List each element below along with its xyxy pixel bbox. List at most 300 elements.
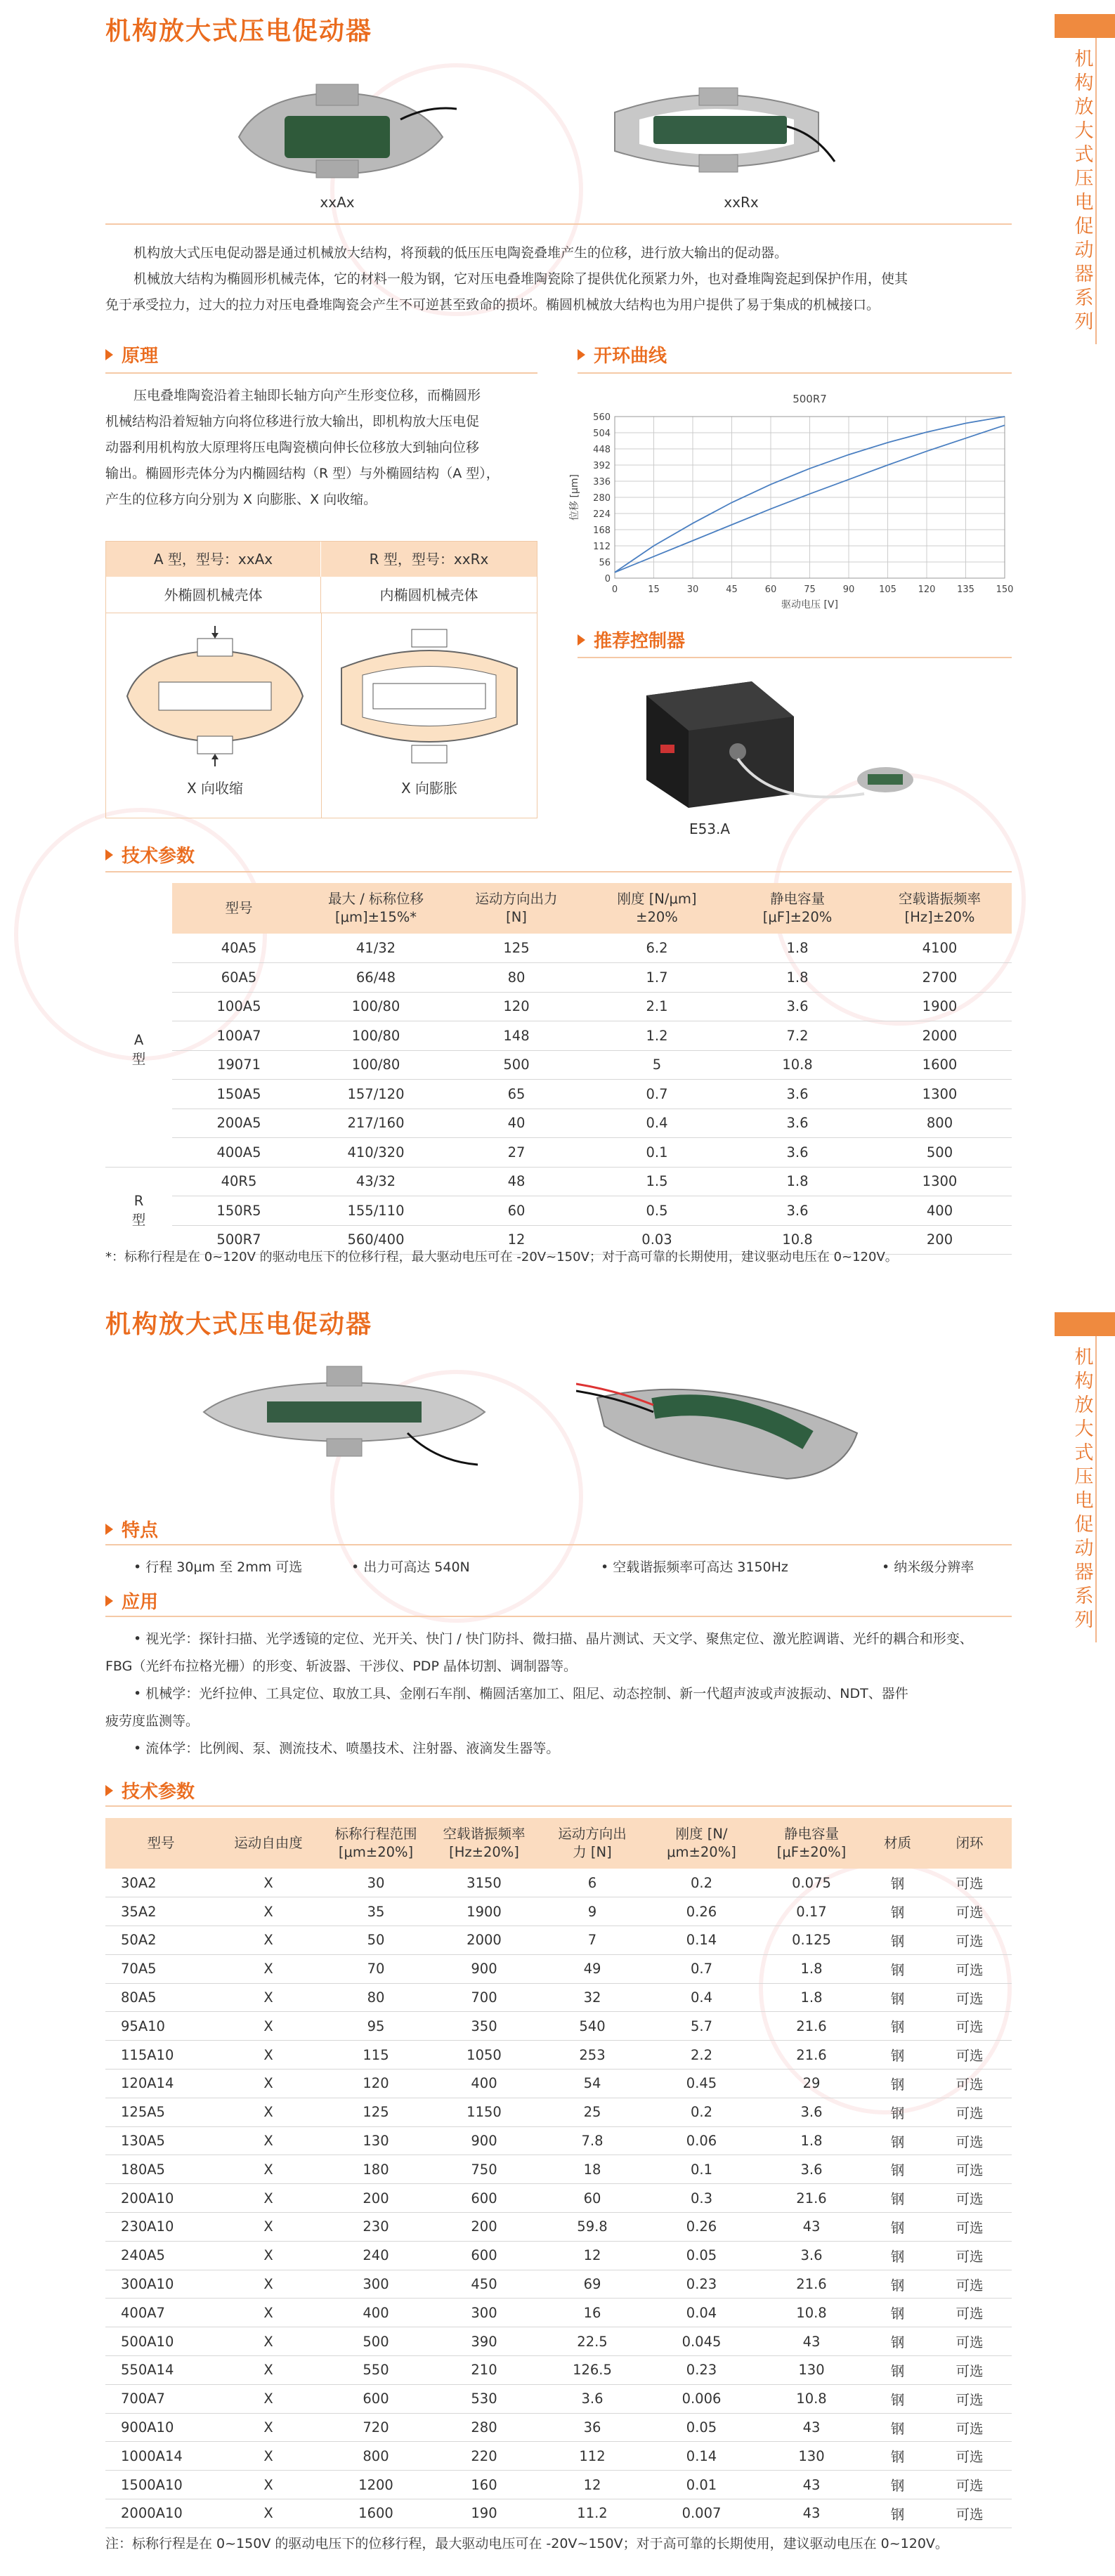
table-cell: X (216, 2041, 320, 2070)
chart-title: 500R7 (793, 393, 827, 405)
table-cell: 126.5 (537, 2356, 648, 2385)
table-row (105, 2270, 1012, 2299)
table-cell: 可选 (927, 2356, 1012, 2385)
table-cell: 0.045 (648, 2327, 755, 2356)
table-row (105, 963, 1012, 993)
principle-col-r-sub: 内椭圆机械壳体 (379, 587, 478, 603)
table-cell: 21.6 (755, 2184, 868, 2213)
table-cell: 900 (431, 1954, 537, 1983)
table-cell: 10.8 (727, 1225, 868, 1255)
table-cell: X (216, 2241, 320, 2270)
table-cell: 70A5 (105, 1954, 216, 1983)
table-cell: 钢 (868, 2041, 927, 2070)
table-cell: 0.26 (648, 1897, 755, 1926)
table-cell: 180A5 (105, 2155, 216, 2184)
table-cell: 钢 (868, 1869, 927, 1897)
table-cell: 43 (755, 2327, 868, 2356)
feature-item: • 纳米级分辨率 (882, 1560, 974, 1575)
table-cell: 0.4 (648, 1983, 755, 2012)
table-cell: X (216, 2384, 320, 2413)
table-row (105, 2126, 1012, 2155)
principle-sub-row (106, 577, 537, 613)
tech-heading-text: 技术参数 (122, 846, 195, 867)
table-cell: 可选 (927, 2012, 1012, 2041)
table-cell: 190 (431, 2499, 537, 2528)
table-cell: 240A5 (105, 2241, 216, 2270)
divider (105, 1805, 1012, 1807)
table-cell: 40R5 (172, 1167, 306, 1196)
table-cell: 可选 (927, 2471, 1012, 2499)
arrow-bullet-icon (105, 849, 113, 861)
table-row (105, 1138, 1012, 1168)
table-cell: 可选 (927, 2041, 1012, 2070)
principle-line: 机械结构沿着短轴方向将位移进行放大输出，即机构放大压电促 (105, 414, 480, 429)
table-cell: 钢 (868, 2098, 927, 2126)
product-image-a-type (197, 1363, 492, 1468)
side-tab-label: 机构放大式压电促动器系列 (1073, 1336, 1097, 1642)
table-cell: 可选 (927, 2098, 1012, 2126)
table-row (105, 2356, 1012, 2385)
table-row (105, 2098, 1012, 2126)
table-cell: 1.8 (755, 2126, 868, 2155)
header-cell: 运动自由度 (216, 1818, 320, 1869)
table-cell: X (216, 2413, 320, 2442)
table-cell: 280 (431, 2413, 537, 2442)
table-cell: 1.2 (587, 1021, 727, 1051)
feature-item: • 出力可高达 540N (351, 1560, 470, 1575)
divider (105, 372, 537, 374)
side-tab-label: 机构放大式压电促动器系列 (1073, 38, 1097, 344)
table-cell: 钢 (868, 2155, 927, 2184)
x-tick-label: 75 (804, 584, 816, 595)
table-cell: X (216, 2012, 320, 2041)
table-cell: 10.8 (727, 1050, 868, 1080)
diagram-r-type (334, 626, 524, 766)
table-row (105, 2012, 1012, 2041)
apps-line: • 流体学：比例阀、泵、测流技术、喷墨技术、注射器、液滴发生器等。 (133, 1741, 560, 1756)
table-cell: X (216, 2126, 320, 2155)
table-cell: 3.6 (727, 992, 868, 1021)
table-cell: 95A10 (105, 2012, 216, 2041)
table-row (105, 2155, 1012, 2184)
table-cell: 70 (320, 1954, 431, 1983)
table-cell: 43/32 (306, 1167, 446, 1196)
table-cell: 1.8 (755, 1983, 868, 2012)
table-cell: X (216, 2442, 320, 2471)
table-cell: 2000A10 (105, 2499, 216, 2528)
header-cell: 静电容量 [μF]±20% (727, 883, 868, 934)
table-row (105, 1021, 1012, 1051)
y-tick-label: 280 (593, 493, 611, 504)
table-cell: 钢 (868, 1926, 927, 1955)
table-cell: 0.03 (587, 1225, 727, 1255)
diagram-r-caption: X 向膨胀 (400, 780, 458, 797)
arrow-bullet-icon (105, 1524, 113, 1535)
side-tab-bar (1055, 1312, 1115, 1336)
y-tick-label: 112 (593, 542, 611, 552)
table-cell: 540 (537, 2012, 648, 2041)
table-row (105, 1167, 1012, 1196)
table-cell: 69 (537, 2270, 648, 2299)
apps-line: FBG（光纤布拉格光栅）的形变、斩波器、干涉仪、PDP 晶体切割、调制器等。 (105, 1659, 577, 1674)
principle-table (105, 541, 537, 818)
x-axis-label: 驱动电压 [V] (781, 599, 838, 610)
group-label-r: R 型 (131, 1193, 146, 1228)
divider (105, 871, 1012, 872)
principle-col-r-header: R 型，型号：xxRx (369, 551, 489, 568)
header-cell: 空载谐振频率 [Hz]±20% (868, 883, 1012, 934)
table-cell: 3150 (431, 1869, 537, 1897)
table-cell: 157/120 (306, 1080, 446, 1109)
table-cell: 350 (431, 2012, 537, 2041)
table-cell: 3.6 (727, 1109, 868, 1138)
table-cell: 27 (446, 1138, 587, 1168)
table-cell: 12 (446, 1225, 587, 1255)
table-cell: 25 (537, 2098, 648, 2126)
apps-line: • 机械学：光纤拉伸、工具定位、取放工具、金刚石车削、椭圆活塞加工、阻尼、动态控制、新一代超声波或声波振动、NDT、器件 (133, 1686, 908, 1701)
table-cell: 800 (868, 1109, 1012, 1138)
principle-line: 输出。椭圆形壳体分为内椭圆结构（R 型）与外椭圆结构（A 型）， (105, 466, 500, 481)
table-cell: 3.6 (755, 2155, 868, 2184)
table-cell: 0.4 (587, 1109, 727, 1138)
table-row (105, 2384, 1012, 2413)
curve-heading (578, 341, 667, 367)
table-cell: 41/32 (306, 934, 446, 963)
controller-heading (578, 627, 685, 653)
table-cell: 130 (755, 2356, 868, 2385)
table-cell: 66/48 (306, 963, 446, 993)
table-cell: X (216, 2499, 320, 2528)
table-cell: 217/160 (306, 1109, 446, 1138)
table-cell: 700A7 (105, 2384, 216, 2413)
controller-caption: E53.A (689, 820, 731, 837)
table-cell: 60 (537, 2184, 648, 2213)
principle-col-a-sub: 外椭圆机械壳体 (106, 577, 321, 613)
table-cell: 100/80 (306, 992, 446, 1021)
apps-paragraph (105, 1626, 1012, 1763)
table-cell: 0.14 (648, 1926, 755, 1955)
x-tick-label: 60 (764, 584, 777, 595)
table-cell: 1600 (320, 2499, 431, 2528)
table-row (105, 1869, 1012, 1897)
table-cell: 6.2 (587, 934, 727, 963)
table-cell: 80A5 (105, 1983, 216, 2012)
table-row (105, 1983, 1012, 2012)
table-cell: 0.26 (648, 2213, 755, 2242)
table-cell: 0.7 (587, 1080, 727, 1109)
tech2-heading-text: 技术参数 (122, 1781, 195, 1803)
header-cell: 运动方向出力 [N] (537, 1818, 648, 1869)
table-cell: 钢 (868, 2413, 927, 2442)
table-cell: 410/320 (306, 1138, 446, 1168)
table-cell: X (216, 2356, 320, 2385)
x-tick-label: 0 (611, 584, 618, 595)
table-cell: 3.6 (727, 1080, 868, 1109)
header-cell: 刚度 [N/μm±20%] (648, 1818, 755, 1869)
table-row (105, 1196, 1012, 1226)
x-tick-label: 15 (648, 584, 660, 595)
divider (105, 1616, 1012, 1617)
table-row (105, 934, 1012, 963)
image-caption-xxrx: xxRx (724, 194, 759, 211)
spec-note-1: *：标称行程是在 0~120V 的驱动电压下的位移行程，最大驱动电压可在 -20V~150V；对于高可靠的长期使用，建议驱动电压在 0~120V。 (105, 1250, 898, 1264)
table-cell: X (216, 2471, 320, 2499)
diagram-a-caption: X 向收缩 (186, 780, 244, 797)
spec-table-1 (105, 883, 1012, 1255)
table-cell: 100A7 (172, 1021, 306, 1051)
table-cell: 500R7 (172, 1225, 306, 1255)
table-cell: 450 (431, 2270, 537, 2299)
table-cell: 6 (537, 1869, 648, 1897)
table-cell: 400 (320, 2299, 431, 2327)
table-row (105, 992, 1012, 1021)
table-cell: 钢 (868, 1897, 927, 1926)
table-cell: 可选 (927, 2327, 1012, 2356)
table-cell: 560/400 (306, 1225, 446, 1255)
table-cell: 19071 (172, 1050, 306, 1080)
table-cell: 900 (431, 2126, 537, 2155)
table-cell: 30 (320, 1869, 431, 1897)
arrow-bullet-icon (105, 1785, 113, 1796)
table-cell: 可选 (927, 1869, 1012, 1897)
intro-line: 机构放大式压电促动器是通过机械放大结构，将预载的低压压电陶瓷叠堆产生的位移，进行放大输出的促动器。 (133, 245, 788, 261)
table-cell: 3.6 (755, 2241, 868, 2270)
table-cell: 1.5 (587, 1167, 727, 1196)
table-cell: 0.23 (648, 2356, 755, 2385)
x-tick-label: 30 (686, 584, 699, 595)
x-tick-label: 120 (918, 584, 936, 595)
header-cell: 静电容量 [μF±20%] (755, 1818, 868, 1869)
table-cell: 钢 (868, 2070, 927, 2098)
table-cell: 400 (868, 1196, 1012, 1226)
table-cell: 43 (755, 2213, 868, 2242)
table-cell: 1300 (868, 1080, 1012, 1109)
table-cell: 43 (755, 2413, 868, 2442)
table-cell: 可选 (927, 2442, 1012, 2471)
table-cell: 11.2 (537, 2499, 648, 2528)
table-cell: 100/80 (306, 1050, 446, 1080)
table-cell: 54 (537, 2070, 648, 2098)
table-cell: 钢 (868, 2270, 927, 2299)
table-cell: 43 (755, 2499, 868, 2528)
arrow-bullet-icon (578, 349, 585, 360)
table-cell: 40 (446, 1109, 587, 1138)
table-cell: X (216, 2327, 320, 2356)
table-cell: 59.8 (537, 2213, 648, 2242)
y-tick-label: 448 (593, 445, 611, 455)
table-row (105, 1954, 1012, 1983)
table-cell: 180 (320, 2155, 431, 2184)
table-cell: 可选 (927, 2270, 1012, 2299)
table-cell: 253 (537, 2041, 648, 2070)
product-image-xxrx (611, 84, 836, 176)
table-cell: 0.075 (755, 1869, 868, 1897)
table-cell: 30A2 (105, 1869, 216, 1897)
table-cell: X (216, 1869, 320, 1897)
table-cell: 2.2 (648, 2041, 755, 2070)
table-row (105, 2471, 1012, 2499)
table-cell: 35A2 (105, 1897, 216, 1926)
table-cell: 300 (320, 2270, 431, 2299)
table-cell: 400A5 (172, 1138, 306, 1168)
intro-line: 免于承受拉力，过大的拉力对压电叠堆陶瓷会产生不可逆甚至致命的损坏。椭圆机械放大结构也为用户提供了易于集成的机械接口。 (105, 297, 880, 313)
table-cell: 720 (320, 2413, 431, 2442)
table-cell: 0.7 (648, 1954, 755, 1983)
table-cell: 200 (320, 2184, 431, 2213)
table-cell: 钢 (868, 2384, 927, 2413)
table-cell: 2.1 (587, 992, 727, 1021)
table-cell: 5 (587, 1050, 727, 1080)
table-cell: 1.7 (587, 963, 727, 993)
apps-line: 疲劳度监测等。 (105, 1713, 200, 1729)
table-cell: 0.1 (587, 1138, 727, 1168)
table-cell: 3.6 (727, 1138, 868, 1168)
principle-line: 动器利用机构放大原理将压电陶瓷横向伸长位移放大到轴向位移 (105, 440, 480, 455)
table-cell: 22.5 (537, 2327, 648, 2356)
header-cell: 空载谐振频率 [Hz±20%] (431, 1818, 537, 1869)
table-cell: 钢 (868, 1954, 927, 1983)
table-cell: 0.3 (648, 2184, 755, 2213)
table-cell: 0.05 (648, 2413, 755, 2442)
table-cell: 148 (446, 1021, 587, 1051)
table-cell: 钢 (868, 1983, 927, 2012)
table-cell: 750 (431, 2155, 537, 2184)
table-cell: 40A5 (172, 934, 306, 963)
table-cell: 800 (320, 2442, 431, 2471)
table-cell: 可选 (927, 1983, 1012, 2012)
table-cell: X (216, 2270, 320, 2299)
y-tick-label: 224 (593, 509, 611, 520)
y-tick-label: 0 (604, 574, 611, 584)
divider (105, 1544, 1012, 1545)
tech-heading (105, 842, 195, 868)
principle-col-a-header: A 型，型号：xxAx (106, 542, 321, 577)
table-cell: 60 (446, 1196, 587, 1226)
principle-heading (105, 341, 158, 367)
principle-header-row (106, 542, 537, 577)
table-cell: 可选 (927, 2299, 1012, 2327)
table-cell: 9 (537, 1897, 648, 1926)
table-cell: 150R5 (172, 1196, 306, 1226)
table-cell: 可选 (927, 2384, 1012, 2413)
table-row (105, 1080, 1012, 1109)
table-cell: 300A10 (105, 2270, 216, 2299)
table-cell: 1500A10 (105, 2471, 216, 2499)
controller-image (632, 674, 927, 815)
table-cell: 120A14 (105, 2070, 216, 2098)
table-cell: 32 (537, 1983, 648, 2012)
table-cell: X (216, 1983, 320, 2012)
header-cell: 材质 (868, 1818, 927, 1869)
table-cell: 2000 (868, 1021, 1012, 1051)
table-cell: 0.2 (648, 1869, 755, 1897)
table-cell: 230A10 (105, 2213, 216, 2242)
table-cell: 700 (431, 1983, 537, 2012)
table-cell: 可选 (927, 2184, 1012, 2213)
table-cell: 10.8 (755, 2384, 868, 2413)
table-cell: 5.7 (648, 2012, 755, 2041)
table-cell: 可选 (927, 2126, 1012, 2155)
intro-line: 机械放大结构为椭圆形机械壳体，它的材料一般为钢，它对压电叠堆陶瓷除了提供优化预紧力外，也对叠堆陶瓷起到保护作用，使其 (133, 271, 908, 287)
table-cell: 120 (320, 2070, 431, 2098)
table-cell: 35 (320, 1897, 431, 1926)
arrow-bullet-icon (105, 349, 113, 360)
table-cell: 550A14 (105, 2356, 216, 2385)
table-cell: 18 (537, 2155, 648, 2184)
side-tab (1055, 1312, 1115, 1642)
table-cell: 130 (320, 2126, 431, 2155)
table-cell: X (216, 2070, 320, 2098)
table-cell: 100/80 (306, 1021, 446, 1051)
table-cell: 900A10 (105, 2413, 216, 2442)
table-cell: X (216, 1897, 320, 1926)
table-cell: 130A5 (105, 2126, 216, 2155)
open-loop-chart (562, 390, 1019, 622)
table-cell: X (216, 2213, 320, 2242)
table-cell: 0.23 (648, 2270, 755, 2299)
table-cell: 2700 (868, 963, 1012, 993)
table-cell: 钢 (868, 2184, 927, 2213)
table-cell: 36 (537, 2413, 648, 2442)
intro-paragraph (105, 240, 1012, 318)
header-cell (105, 883, 172, 934)
table-cell: 21.6 (755, 2041, 868, 2070)
table-cell: 530 (431, 2384, 537, 2413)
table-cell: 115A10 (105, 2041, 216, 2070)
table-cell: 60A5 (172, 963, 306, 993)
table-cell: 21.6 (755, 2270, 868, 2299)
table-cell: 7.8 (537, 2126, 648, 2155)
table-row (105, 2327, 1012, 2356)
table-cell: 220 (431, 2442, 537, 2471)
table-cell: 3.6 (537, 2384, 648, 2413)
table-row (105, 2070, 1012, 2098)
table-cell: 钢 (868, 2213, 927, 2242)
table-cell: 80 (320, 1983, 431, 2012)
table-cell: 1.8 (727, 934, 868, 963)
table-cell: X (216, 2155, 320, 2184)
table-cell: 550 (320, 2356, 431, 2385)
table-cell: 1300 (868, 1167, 1012, 1196)
table-cell: X (216, 2098, 320, 2126)
table-cell: 500A10 (105, 2327, 216, 2356)
table-cell: 200 (868, 1225, 1012, 1255)
table-cell: 7.2 (727, 1021, 868, 1051)
feature-item: • 行程 30μm 至 2mm 可选 (133, 1560, 303, 1575)
section2-title: 机构放大式压电促动器 (105, 1310, 373, 1339)
y-tick-label: 392 (593, 461, 611, 471)
table-cell: 160 (431, 2471, 537, 2499)
table-row (105, 2499, 1012, 2528)
table-cell: 100A5 (172, 992, 306, 1021)
table-cell: 7 (537, 1926, 648, 1955)
y-tick-label: 336 (593, 477, 611, 488)
table-cell: 钢 (868, 2471, 927, 2499)
header-cell: 型号 (172, 883, 306, 934)
table-row (105, 2299, 1012, 2327)
table-cell: 600 (431, 2241, 537, 2270)
product-image-wired (576, 1356, 885, 1482)
table-cell: 4100 (868, 934, 1012, 963)
divider (578, 657, 1012, 658)
table-row (105, 1050, 1012, 1080)
apps-heading (105, 1588, 158, 1614)
table-cell: 可选 (927, 2213, 1012, 2242)
table-cell: 1900 (868, 992, 1012, 1021)
table-cell: 200A10 (105, 2184, 216, 2213)
y-tick-label: 168 (593, 525, 611, 536)
table-cell: 0.2 (648, 2098, 755, 2126)
